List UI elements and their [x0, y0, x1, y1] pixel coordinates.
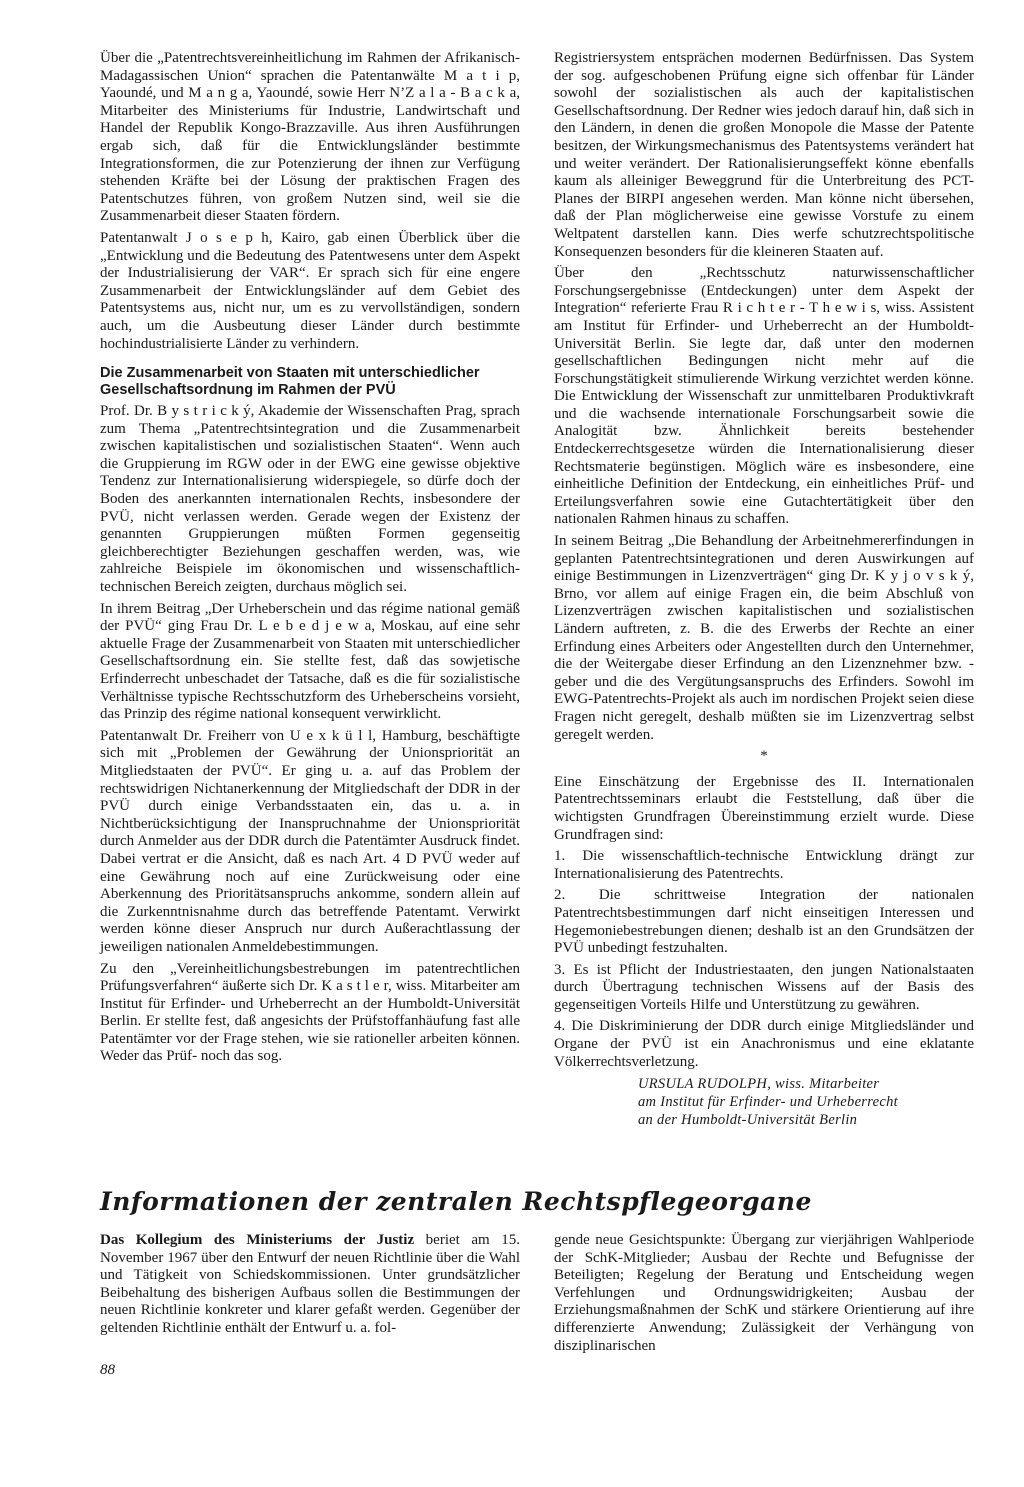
conclusions-list	[554, 848, 974, 1071]
left-column	[100, 50, 520, 1070]
signature-line: an der Humboldt-Universität Berlin	[638, 1112, 858, 1129]
paragraph: Eine Einschätzung der Ergebnisse des II. Internationalen Patentrechtsseminars erlaubt die Feststellung, daß über die wichtigsten Grundfragen Übereinstimmung erzielt wurde. Diese Grundfragen sind:	[554, 773, 974, 843]
paragraph: Zu den „Vereinheitlichungsbestrebungen im patentrechtlichen Prüfungsverfahren“ äußerte sich Dr. K a s t l e r, wiss. Mitarbeiter am Institut für Erfinder- und Urheberrecht an der Humboldt-Universität Berlin. Er stellte fest, daß angesichts der Prüfstoffanhäufung fast alle Patentämter vor der Frage stehen, wie sie rationeller arbeiten können. Weder das Prüf- noch das sog.	[100, 960, 520, 1065]
paragraph: Patentanwalt Dr. Freiherr von U e x k ü l l, Hamburg, beschäftigte sich mit „Problemen der Gewährung der Unionspriorität an Mitgliedstaaten der PVÜ“. Er ging u. a. auf das Problem der rechtswidrigen Nichtanerkennung der Mitgliedschaft der DDR in der PVÜ durch einige Verbandsstaaten ein, das u. a. in Nichtberücksichtigung der Inanspruchnahme der Unionspriorität durch Anmelder aus der DDR durch die Patentämter Ausdruck findet. Dabei vertrat er die Ansicht, daß es nach Art. 4 D PVÜ weder auf eine Gewährung noch auf eine Zurückweisung oder eine Aberkennung des Prioritätsanspruchs ankomme, sondern allein auf die Zurkenntnisnahme durch das betreffende Patentamt. Verwirkt werden könne dieser Anspruch nur durch Außerachtlassung der jeweiligen nationalen Anmeldebestimmungen.	[100, 727, 520, 955]
paragraph	[100, 1232, 520, 1338]
signature-line: am Institut für Erfinder- und Urheberrecht	[638, 1094, 898, 1111]
paragraph: Registriersystem entsprächen modernen Bedürfnissen. Das System der sog. aufgeschobenen Prüfung eigne sich offenbar für Länder sowohl der sozialistischen als auch der kapitalistischen Gesellschaftsordnung. Der Redner wies jedoch darauf hin, daß sich in den Ländern, in denen die großen Monopole die Masse der Patente besitzen, der Wirkungsmechanismus des Patentsystems verändert hat und weiter verändert. Der Rationalisierungseffekt könne ebenfalls kaum als alleiniger Beweggrund für die Unterbreitung des PCT-Planes der BIRPI angesehen werden. Man könne nicht übersehen, daß der Plan möglicherweise eine gewisse Vorstufe zu einem Weltpatent darstellen kann. Dies werfe schutzrechtspolitische Konsequenzen besonders für die kleineren Staaten auf.	[554, 50, 974, 260]
bottom-left-column	[100, 1232, 520, 1338]
section-banner: Informationen der zentralen Rechtspflegeorgane	[100, 1187, 812, 1216]
author-signature	[638, 1075, 974, 1129]
list-item: 2. Die schrittweise Integration der nationalen Patentrechtsbestimmungen darf nicht einseitigen Interessen und Hegemoniebestrebungen dienen; deshalb ist an den Grundsätzen der PVÜ unbedingt festzuhalten.	[554, 887, 974, 957]
paragraph: In seinem Beitrag „Die Behandlung der Arbeitnehmererfindungen in geplanten Patentrechtsintegrationen und deren Auswirkungen auf einige Bestimmungen in Lizenzverträgen“ ging Dr. K y j o v s k ý, Brno, vor allem auf einige Fragen ein, die beim Abschluß von Lizenzverträgen zwischen kapitalistischen und sozialistischen Ländern auftreten, z. B. die des Erwerbs der Rechte an einer Erfindung eines Arbeiters oder Angestellten durch den Unternehmer, die der Weitergabe dieser Erfindung an den Lizenznehmer bzw. -geber und die des Vergütungsanspruchs des Erfinders. Sowohl im EWG-Patentrechts-Projekt als auch im nordischen Projekt seien diese Fragen nicht geregelt, deshalb müßten sie im Lizenzvertrag selbst geregelt werden.	[554, 533, 974, 743]
paragraph: gende neue Gesichtspunkte: Übergang zur vierjährigen Wahlperiode der SchK-Mitglieder; Ausbau der Rechte und Befugnisse der Beteiligten; Regelung der Beratung und Entscheidung wegen Verfehlungen und Ordnungswidrigkeiten; Ausbau der Erziehungsmaßnahmen der SchK und stärkere Orientierung auf ihre differenzierte Anwendung; Zulässigkeit der Verhängung von disziplinarischen	[554, 1232, 974, 1354]
bold-lead: Das Kollegium des Ministeriums der Justiz	[100, 1232, 415, 1248]
bottom-right-column	[554, 1232, 974, 1355]
list-item: 3. Es ist Pflicht der Industriestaaten, den jungen Nationalstaaten durch Übertragung technischen Wissens auf der Basis des gegenseitigen Vorteils Hilfe und Unterstützung zu gewähren.	[554, 961, 974, 1013]
paragraph: Über den „Rechtsschutz naturwissenschaftlicher Forschungsergebnisse (Entdeckungen) unter dem Aspekt der Integration“ referierte Frau R i c h t e r - T h e w i s, wiss. Assistent am Institut für Erfinder- und Urheberrecht an der Humboldt-Universität Berlin. Sie legte dar, daß unter den modernen gesellschaftlichen Bedingungen nicht mehr auf die Forschungstätigkeit stimulierende Wirkung verzichtet werden könne. Die Entwicklung der Wissenschaft zur unmittelbaren Produktivkraft und die wachsende internationale Forschungsarbeit sowie die Analogität bzw. Ähnlichkeit bereits bestehender Entdeckerrechtsgesetze würden die Internationalisierung dieser Rechtsmaterie begünstigen. Möglich wäre es insbesondere, eine einheitliche Definition der Entdeckung, ein einheitliches Prüf- und Erteilungsverfahren sowie eine Gutachtertätigkeit über den nationalen Rahmen hinaus zu schaffen.	[554, 265, 974, 528]
signature-line: URSULA RUDOLPH, wiss. Mitarbeiter	[638, 1076, 880, 1093]
section-separator: *	[760, 748, 768, 765]
list-item: 1. Die wissenschaftlich-technische Entwicklung drängt zur Internationalisierung des Patentrechts.	[554, 848, 974, 882]
paragraph: Prof. Dr. B y s t r i c k ý, Akademie der Wissenschaften Prag, sprach zum Thema „Patentrechtsintegration und die Zusammenarbeit zwischen kapitalistischen und sozialistischen Staaten“. Wenn auch die Gruppierung im RGW oder in der EWG eine gewisse objektive Tendenz zur Internationalisierung widerspiegele, so dürfe doch der Boden des anerkannten internationalen Rechts, insbesondere der PVÜ, nicht verlassen werden. Gerade wegen der Existenz der genannten Gruppierungen müßten Formen gegenseitig gleichberechtigter Beziehungen geschaffen werden, was, wie zahlreiche Beispiele im ökonomischen und wissenschaftlich-technischen Bereich zeigten, durchaus möglich sei.	[100, 403, 520, 596]
paragraph: Patentanwalt J o s e p h, Kairo, gab einen Überblick über die „Entwicklung und die Bedeutung des Patentwesens unter dem Aspekt der Industrialisierung der VAR“. Er sprach sich für eine engere Zusammenarbeit der Entwicklungsländer auf dem Gebiet des Patentsystems aus, nicht nur, um es zu vervollständigen, sondern auch, um die Ausbeutung dieser Länder durch bestimmte hochindustrialisierte Länder zu verhindern.	[100, 229, 520, 352]
paragraph: In ihrem Beitrag „Der Urheberschein und das régime national gemäß der PVÜ“ ging Frau Dr. L e b e d j e w a, Moskau, auf eine sehr aktuelle Frage der Zusammenarbeit von Staaten mit unterschiedlicher Gesellschaftsordnung ein. Sie stellte fest, daß das sowjetische Erfinderrecht unbeschadet der Tatsache, daß es die für sozialistische Verhältnisse typische Rechtsschutzform des Urheberscheins vorsieht, das Prinzip des régime national konsequent verwirklicht.	[100, 600, 520, 723]
section-heading: Die Zusammenarbeit von Staaten mit unterschiedlicher Gesellschaftsordnung im Rahmen der PVÜ	[100, 365, 480, 399]
paragraph: Über die „Patentrechtsvereinheitlichung im Rahmen der Afrikanisch-Madagassischen Union“ sprachen die Patentanwälte M a t i p, Yaoundé, und M a n g a, Yaoundé, sowie Herr N’Z a l a - B a c k a, Mitarbeiter des Ministeriums für Industrie, Landwirtschaft und Handel der Republik Kongo-Brazzaville. Aus ihren Ausführungen ergab sich, daß für die Entwicklungsländer bestimmte Integrationsformen, die zur Potenzierung der ihnen zur Verfügung stehenden Kräfte bei der Lösung der praktischen Fragen des Patentschutzes führen, von großem Nutzen sind, weil sie die Zusammenarbeit dieser Staaten fördern.	[100, 50, 520, 225]
list-item: 4. Die Diskriminierung der DDR durch einige Mitgliedsländer und Organe der PVÜ ist ein Anachronismus und eine eklatante Völkerrechtsverletzung.	[554, 1018, 974, 1070]
page-number: 88	[100, 1362, 115, 1378]
paragraph-text: beriet am 15. November 1967 über den Entwurf der neuen Richtlinie über die Wahl und Tätigkeit von Schiedskommissionen. Unter grundsätzlicher Beibehaltung des bisherigen Aufbaus sollen die Bestimmungen der neuen Richtlinie konkreter und klarer gefaßt werden. Gegenüber der geltenden Richtlinie enthält der Entwurf u. a. fol-	[100, 1232, 520, 1336]
right-column	[554, 50, 974, 1129]
